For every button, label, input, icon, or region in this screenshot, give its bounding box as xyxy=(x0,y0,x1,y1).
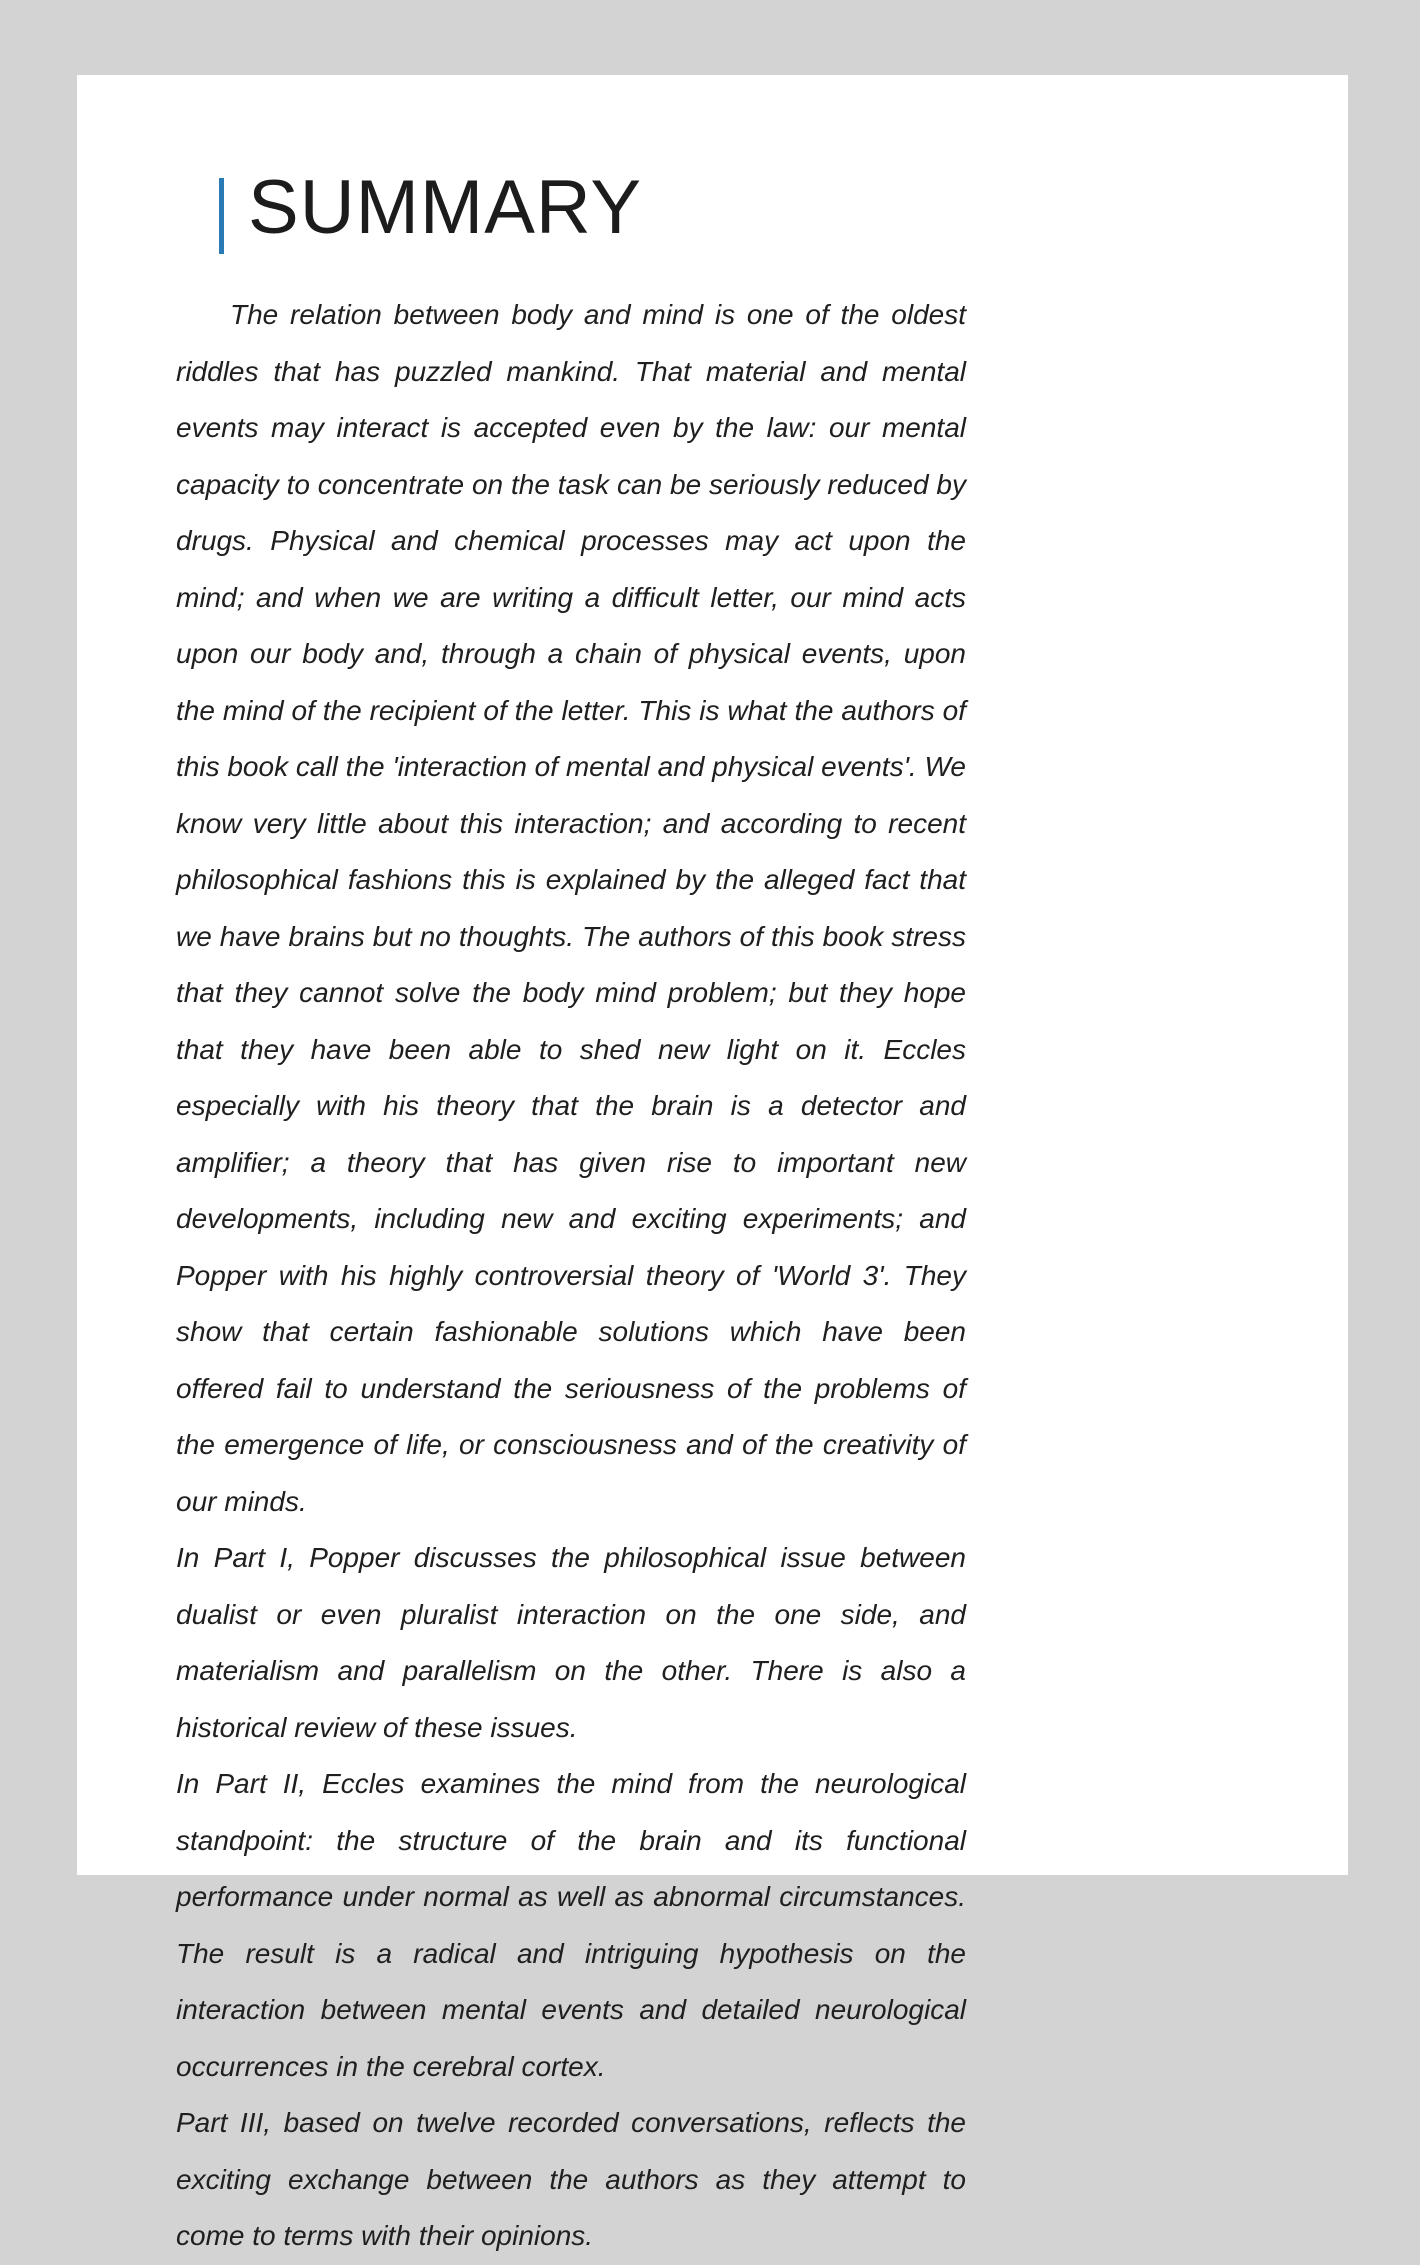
title-section xyxy=(219,165,643,254)
document-page xyxy=(77,75,1348,2251)
summary-paragraph: Part III, based on twelve recorded conversations, reflects the exciting exchange between the authors as they attempt to come to terms with their opinions. xyxy=(176,2107,966,2251)
summary-text-block xyxy=(176,287,966,2265)
title-accent-bar xyxy=(219,178,224,254)
summary-paragraph: In Part I, Popper discusses the philosophical issue between dualist or even pluralist interaction on the one side, and materialism and parallelism on the other. There is also a historical review of these issues. xyxy=(176,1542,966,1743)
page-title: SUMMARY xyxy=(248,165,643,250)
summary-paragraph: The relation between body and mind is one of the oldest riddles that has puzzled mankind. That material and mental events may interact is accepted even by the law: our mental capacity to concentrate on the task can be seriously reduced by drugs. Physical and chemical processes may act upon the mind; and when we are writing a difficult letter, our mind acts upon our body and, through a chain of physical events, upon the mind of the recipient of the letter. This is what the authors of this book call the 'interaction of mental and physical events'. We know very little about this interaction; and according to recent philosophical fashions this is explained by the alleged fact that we have brains but no thoughts. The authors of this book stress that they cannot solve the body mind problem; but they hope that they have been able to shed new light on it. Eccles especially with his theory that the brain is a detector and amplifier; a theory that has given rise to important new developments, including new and exciting experiments; and Popper with his highly controversial theory of 'World 3'. They show that certain fashionable solutions which have been offered fail to understand the seriousness of the problems of the emergence of life, or consciousness and of the creativity of our minds. xyxy=(176,299,966,1517)
summary-paragraph: In Part II, Eccles examines the mind from the neurological standpoint: the structure of the brain and its functional performance under normal as well as abnormal circumstances. The result is a radical and intriguing hypothesis on the interaction between mental events and detailed neurological occurrences in the cerebral cortex. xyxy=(176,1768,966,2082)
